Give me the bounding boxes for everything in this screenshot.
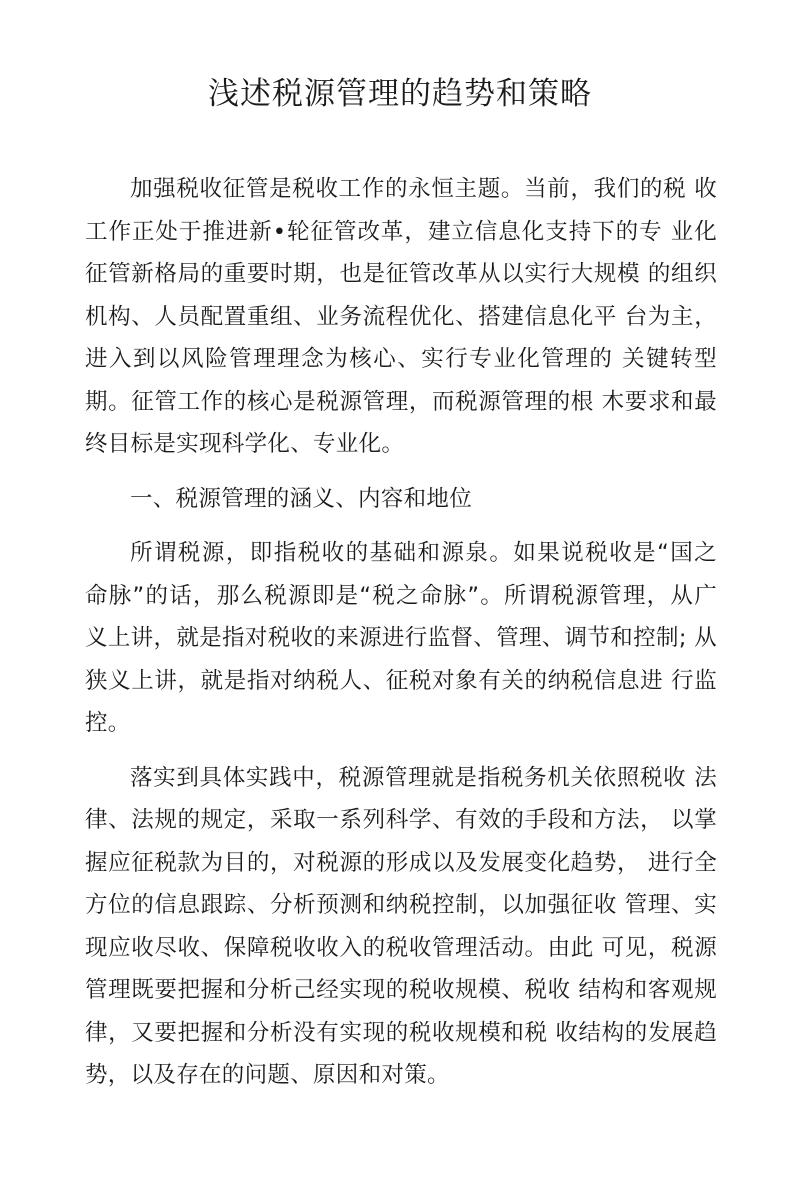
paragraph-intro: 加强税收征管是税收工作的永恒主题。当前，我们的税 收工作正处于推进新•轮征管改革，建立信息化支持下的专 业化征管新格局的重要时期，也是征管改革从以实行大规模 的组织机构、人员配置重组、业务流程优化、搭建信息化平 台为主，进入到以风险管理理念为核心、实行专业化管理的 关键转型期。征管工作的核心是税源管理，而税源管理的根 木要求和最终目标是实现科学化、专业化。 [85, 176, 717, 457]
document-body [85, 168, 717, 1097]
paragraph-definition: 所谓税源，即指税收的基础和源泉。如果说税收是“国之 命脉”的话，那么税源即是“税之命脉”。所谓税源管理，从广 义上讲，就是指对税收的来源进行监督、管理、调节和控制; 从狭义上讲，就是指对纳税人、征税对象有关的纳税信息进 行监控。 [85, 540, 717, 736]
document-title: 浅述税源管理的趋势和策略 [208, 76, 592, 112]
paragraph-practice: 落实到具体实践中，税源管理就是指税务机关依照税收 法律、法规的规定，采取一系列科学、有效的手段和方法， 以掌握应征税款为目的，对税源的形成以及发展变化趋势， 进行全方位的信息跟踪、分析预测和纳税控制，以加强征收 管理、实现应收尽收、保障税收收入的税收管理活动。由此 可见，税源管理既要把握和分析己经实现的税收规模、税收 结构和客观规律，又要把握和分析没有实现的税收规模和税 收结构的发展趋势，以及存在的问题、原因和对策。 [85, 764, 717, 1088]
section-heading-1: 一、税源管理的涵义、内容和地位 [130, 485, 473, 512]
